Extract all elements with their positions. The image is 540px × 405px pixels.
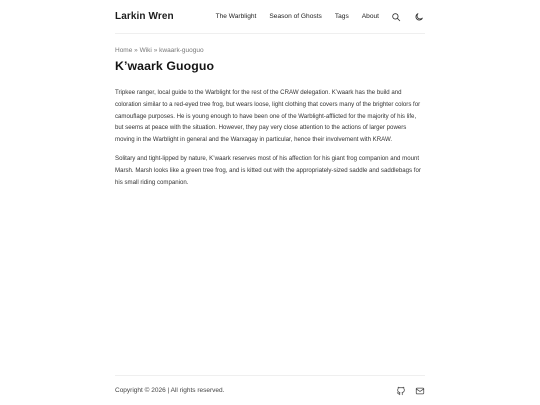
site-header xyxy=(115,0,425,34)
article-paragraph: Tripkee ranger, local guide to the Warblight for the rest of the CRAW delegation. K’waark has the build and coloration similar to a red-eyed tree frog, but wears loose, light clothing that covers many of the brighter colors for camouflage purposes. He is young enough to have been one of the Warblight-afflicted for the majority of his life, but seems at peace with the situation. However, they pay very close attention to the actions of larger powers moving in the Warblight in general and the Warxagay in particular, hence their involvement with KRAW. xyxy=(115,89,421,144)
site-footer xyxy=(115,375,425,405)
site-title[interactable]: Larkin Wren xyxy=(115,11,174,22)
breadcrumb-separator: » xyxy=(134,47,138,54)
breadcrumb-current: kwaark-guoguo xyxy=(159,47,204,54)
moon-icon[interactable] xyxy=(413,11,425,23)
article-paragraph: Solitary and tight-lipped by nature, K’waark reserves most of his affection for his giant frog companion and mount Marsh. Marsh looks like a green tree frog, and is kitted out with the appropriately-sized saddle and saddlebags for his small riding companion. xyxy=(115,154,421,186)
breadcrumb xyxy=(115,47,425,54)
copyright-text: Copyright © 2026 | All rights reserved. xyxy=(115,387,225,394)
nav-link-about[interactable]: About xyxy=(361,13,379,20)
nav-link-the-warblight[interactable]: The Warblight xyxy=(215,13,257,20)
search-icon[interactable] xyxy=(390,11,402,23)
breadcrumb-home[interactable]: Home xyxy=(115,47,133,54)
main-content xyxy=(115,47,425,195)
article-body xyxy=(115,87,425,188)
breadcrumb-wiki[interactable]: Wiki xyxy=(139,47,152,54)
nav-link-tags[interactable]: Tags xyxy=(334,13,349,20)
page-title: K’waark Guoguo xyxy=(115,59,215,73)
social-links xyxy=(387,385,425,396)
main-nav xyxy=(216,11,425,23)
breadcrumb-separator: » xyxy=(153,47,158,54)
nav-link-season-of-ghosts[interactable]: Season of Ghosts xyxy=(269,13,322,20)
email-icon[interactable] xyxy=(414,385,425,396)
github-icon[interactable] xyxy=(395,385,406,396)
